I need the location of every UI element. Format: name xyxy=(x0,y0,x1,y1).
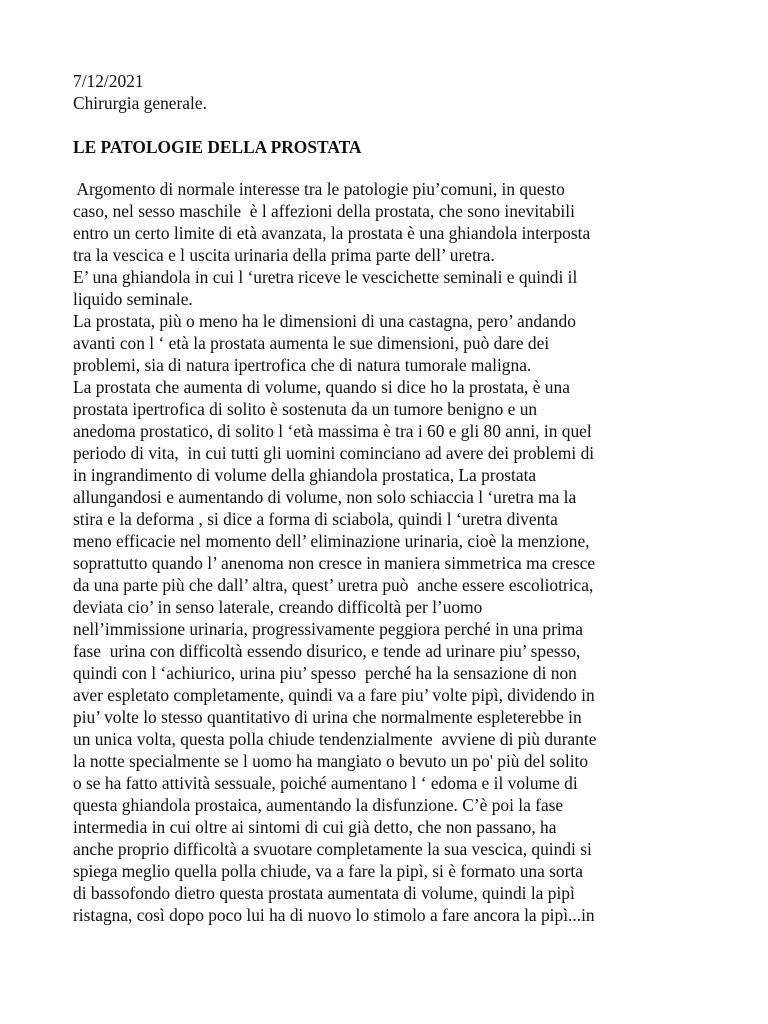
body-line: La prostata che aumenta di volume, quando si dice ho la prostata, è una xyxy=(73,377,570,397)
body-line: La prostata, più o meno ha le dimensioni di una castagna, pero’ andando xyxy=(73,311,576,331)
document-page xyxy=(73,70,743,926)
body-line: fase urina con difficoltà essendo disurico, e tende ad urinare piu’ spesso, xyxy=(73,641,581,661)
title-block xyxy=(73,136,743,158)
body-line: o se ha fatto attività sessuale, poiché aumentano l ‘ edoma e il volume di xyxy=(73,773,578,793)
body-line: soprattutto quando l’ anenoma non cresce in maniera simmetrica ma cresce xyxy=(73,553,596,573)
body-line: liquido seminale. xyxy=(73,289,193,309)
body-line: Argomento di normale interesse tra le patologie piu’comuni, in questo xyxy=(73,179,565,199)
body-line: da una parte più che dall’ altra, quest’ uretra può anche essere escoliotrica, xyxy=(73,575,594,595)
body-line: tra la vescica e l uscita urinaria della prima parte dell’ uretra. xyxy=(73,245,495,265)
body-line: spiega meglio quella polla chiude, va a fare la pipì, si è formato una sorta xyxy=(73,861,583,881)
document-body xyxy=(73,178,743,926)
body-line: la notte specialmente se l uomo ha mangiato o bevuto un po' più del solito xyxy=(73,751,589,771)
body-line: aver espletato completamente, quindi va a fare piu’ volte pipì, dividendo in xyxy=(73,685,595,705)
body-line: avanti con l ‘ età la prostata aumenta le sue dimensioni, può dare dei xyxy=(73,333,550,353)
body-line: entro un certo limite di età avanzata, la prostata è una ghiandola interposta xyxy=(73,223,591,243)
body-line: prostata ipertrofica di solito è sostenuta da un tumore benigno e un xyxy=(73,399,538,419)
body-line: di bassofondo dietro questa prostata aumentata di volume, quindi la pipì xyxy=(73,883,575,903)
body-line: intermedia in cui oltre ai sintomi di cui già detto, che non passano, ha xyxy=(73,817,557,837)
body-line: anche proprio difficoltà a svuotare completamente la sua vescica, quindi si xyxy=(73,839,592,859)
body-line: anedoma prostatico, di solito l ‘età massima è tra i 60 e gli 80 anni, in quel xyxy=(73,421,592,441)
body-line: problemi, sia di natura ipertrofica che di natura tumorale maligna. xyxy=(73,355,532,375)
body-line: caso, nel sesso maschile è l affezioni della prostata, che sono inevitabili xyxy=(73,201,575,221)
body-line: E’ una ghiandola in cui l ‘uretra riceve le vescichette seminali e quindi il xyxy=(73,267,578,287)
document-course: Chirurgia generale. xyxy=(73,93,207,113)
body-line: deviata cio’ in senso laterale, creando difficoltà per l’uomo xyxy=(73,597,483,617)
document-title: LE PATOLOGIE DELLA PROSTATA xyxy=(73,137,362,157)
body-line: nell’immissione urinaria, progressivamente peggiora perché in una prima xyxy=(73,619,583,639)
body-line: meno efficacie nel momento dell’ eliminazione urinaria, cioè la menzione, xyxy=(73,531,590,551)
body-line: questa ghiandola prostaica, aumentando la disfunzione. C’è poi la fase xyxy=(73,795,564,815)
document-date: 7/12/2021 xyxy=(73,71,144,91)
body-line: in ingrandimento di volume della ghiandola prostatica, La prostata xyxy=(73,465,537,485)
body-line: stira e la deforma , si dice a forma di sciabola, quindi l ‘uretra diventa xyxy=(73,509,558,529)
body-line: periodo di vita, in cui tutti gli uomini cominciano ad avere dei problemi di xyxy=(73,443,595,463)
body-line: allungandosi e aumentando di volume, non solo schiaccia l ‘uretra ma la xyxy=(73,487,577,507)
body-line: ristagna, così dopo poco lui ha di nuovo lo stimolo a fare ancora la pipì...in xyxy=(73,905,595,925)
body-line: quindi con l ‘achiurico, urina piu’ spesso perché ha la sensazione di non xyxy=(73,663,577,683)
body-line: un unica volta, questa polla chiude tendenzialmente avviene di più durante xyxy=(73,729,597,749)
body-line: piu’ volte lo stesso quantitativo di urina che normalmente espleterebbe in xyxy=(73,707,582,727)
